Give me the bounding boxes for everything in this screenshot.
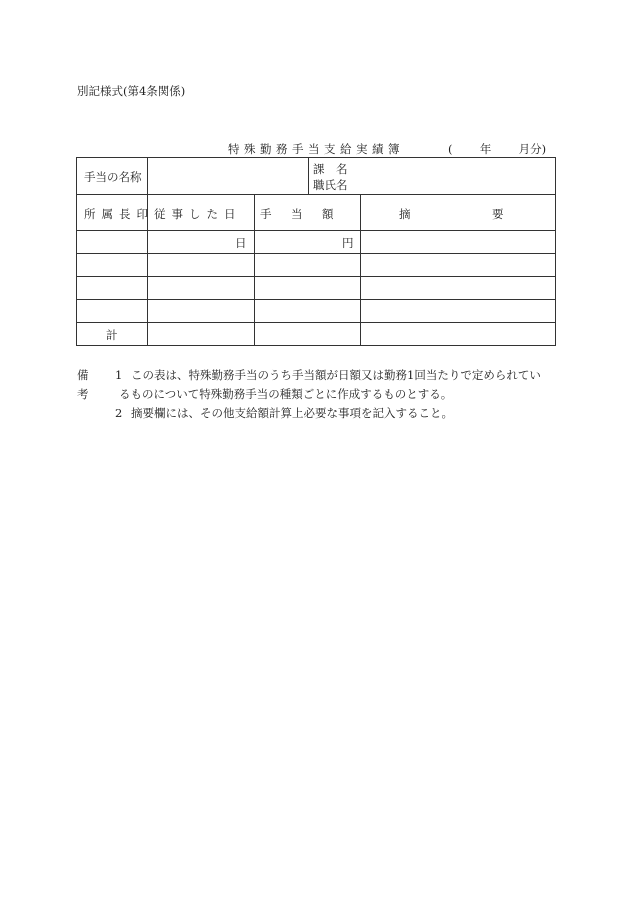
remark-1-line-2: るものについて特殊勤務手当の種類ごとに作成するものとする。 [119, 387, 453, 401]
remark-1-line-1: この表は、特殊勤務手当のうち手当額が日額又は勤務1回当たりで定められてい [131, 368, 541, 382]
period-open: ( [448, 142, 453, 156]
period-year-label: 年 [479, 142, 492, 156]
total-label: 計 [106, 328, 118, 342]
remarks-label: 備考 [77, 368, 89, 401]
period-field [448, 141, 546, 157]
seal-column-header: 所属長印 [84, 207, 154, 221]
remark-2-line-1: 摘要欄には、その他支給額計算上必要な事項を記入すること。 [131, 406, 453, 420]
remark-2-number: 2 [115, 406, 123, 420]
days-column-header: 従事した日 [154, 207, 242, 221]
document-title: 特殊勤務手当支給実績簿 [228, 142, 404, 156]
allowance-record-table [76, 157, 556, 346]
amount-column-header: 手 当 額 [260, 207, 338, 221]
form-reference: 別記様式(第4条関係) [77, 84, 186, 98]
amount-unit: 円 [342, 236, 354, 250]
period-month-label: 月分) [518, 142, 547, 156]
position-name-label: 職氏名 [313, 178, 348, 192]
days-unit: 日 [235, 236, 247, 250]
remark-1-number: 1 [115, 368, 123, 382]
allowance-name-label: 手当の名称 [84, 170, 142, 184]
section-label: 課 名 [313, 162, 348, 176]
summary-column-header: 摘 要 [399, 207, 508, 221]
